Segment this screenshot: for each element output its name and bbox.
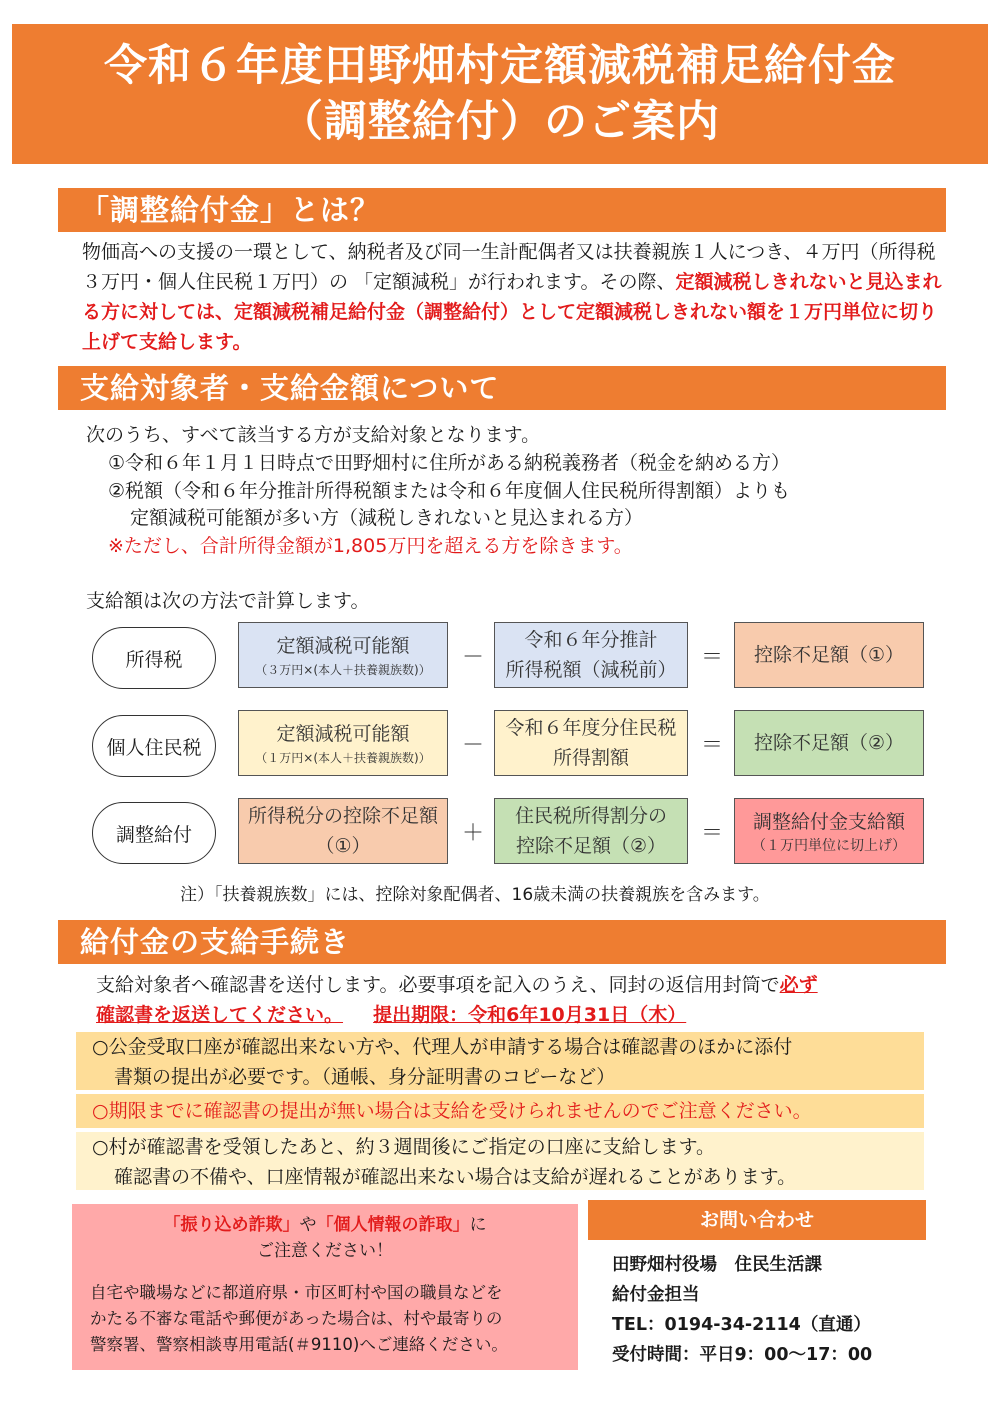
fraud-term-1: 「振り込め詐欺」 xyxy=(163,1215,300,1235)
procedure-intro xyxy=(96,970,956,1000)
fraud-term-2: 「個人情報の詐取」 xyxy=(316,1215,470,1235)
calc-box-estimated-income-tax xyxy=(494,622,688,688)
note-line: 確認書の不備や、口座情報が確認出来ない場合は支給が遅れることがあります。 xyxy=(114,1166,797,1188)
box-main: 定額減税可能額 xyxy=(276,723,410,745)
eligibility-exclusion-note: ※ただし、合計所得金額が1,805万円を超える方を除きます。 xyxy=(108,535,633,557)
calc-box-adjustment-amount xyxy=(734,798,924,864)
equals-operator: ＝ xyxy=(700,645,723,670)
note-attachments xyxy=(76,1032,924,1090)
box-main: 控除不足額（②） xyxy=(753,732,905,754)
fraud-warning-body xyxy=(90,1280,570,1358)
contact-hours: 受付時間：平日9：00～17：00 xyxy=(612,1345,873,1365)
box-main: 令和６年度分住民税 xyxy=(505,717,677,739)
note-line: 書類の提出が必要です。（通帳、身分証明書のコピーなど） xyxy=(114,1066,616,1088)
eligibility-lead: 次のうち、すべて該当する方が支給対象となります。 xyxy=(86,424,541,446)
contact-heading: お問い合わせ xyxy=(588,1200,926,1240)
section-heading-about: 「調整給付金」とは？ xyxy=(58,188,946,232)
box-main: 令和６年分推計 xyxy=(524,629,658,651)
fraud-warning-title xyxy=(72,1212,578,1238)
box-sub: （①） xyxy=(315,835,371,857)
intro-text-red: 定額減税しきれないと見込まれる方に対しては、定額減税補足給付金（調整給付）として定額減税しきれない額を１万円単位に切り上げて支給します。 xyxy=(82,271,942,353)
procedure-intro-line2 xyxy=(96,1000,686,1030)
box-main: 定額減税可能額 xyxy=(276,635,410,657)
calc-box-resident-tax-income-levy xyxy=(494,710,688,776)
section-heading-procedure: 給付金の支給手続き xyxy=(58,920,946,964)
calc-box-shortfall-2 xyxy=(734,710,924,776)
contact-phone: TEL：0194-34-2114（直通） xyxy=(612,1315,871,1335)
box-main: 調整給付金支給額 xyxy=(752,811,905,833)
calc-box-resident-tax-deductible xyxy=(238,710,448,776)
box-sub: （１万円単位に切上げ） xyxy=(752,838,906,854)
fraud-line: 自宅や職場などに都道府県・市区町村や国の職員などを xyxy=(90,1283,503,1302)
procedure-intro-text: 支給対象者へ確認書を送付します。必要事項を記入のうえ、同封の返信用封筒で xyxy=(96,974,780,996)
page-title-line2: （調整給付）のご案内 xyxy=(280,97,720,147)
procedure-must: 必ず xyxy=(779,974,818,996)
contact-office: 田野畑村役場 住民生活課 xyxy=(612,1255,822,1275)
note-line: ○公金受取口座が確認出来ない方や、代理人が申請する場合は確認書のほかに添付 xyxy=(92,1036,793,1058)
box-main: 控除不足額（①） xyxy=(753,644,905,666)
plus-operator: ＋ xyxy=(461,821,484,846)
box-sub: 所得税額（減税前） xyxy=(505,659,677,681)
fraud-line: かたる不審な電話や郵便があった場合は、村や最寄りの xyxy=(90,1309,503,1328)
box-sub: 所得割額 xyxy=(552,747,629,769)
contact-department: 給付金担当 xyxy=(612,1285,700,1305)
fraud-line: 警察署、警察相談専用電話(＃9110)へご連絡ください。 xyxy=(90,1335,508,1354)
equals-operator: ＝ xyxy=(700,821,723,846)
procedure-return-request: 確認書を返送してください。 xyxy=(96,1004,344,1026)
fraud-warning-box xyxy=(72,1204,578,1370)
box-sub: （３万円×(本人＋扶養親族数)） xyxy=(255,663,431,677)
calc-box-income-tax-deductible xyxy=(238,622,448,688)
section-heading-eligibility: 支給対象者・支給金額について xyxy=(58,366,946,410)
calc-lead: 支給額は次の方法で計算します。 xyxy=(86,590,370,612)
calc-box-income-tax-shortfall xyxy=(238,798,448,864)
box-main: 所得税分の控除不足額 xyxy=(247,805,438,827)
intro-text: 物価高への支援の一環として、納税者及び同一生計配偶者又は扶養親族１人につき、４万円（所得税３万円・個人住民税１万円）の 「定額減税」が行われます。その際、 xyxy=(82,241,936,293)
fraud-title-end: に xyxy=(469,1215,487,1235)
contact-info xyxy=(612,1250,872,1370)
fraud-warning-subtitle: ご注意ください！ xyxy=(257,1241,393,1261)
intro-paragraph xyxy=(82,237,942,357)
calc-box-shortfall-1 xyxy=(734,622,924,688)
box-sub: （１万円×(本人＋扶養親族数)） xyxy=(255,751,431,765)
calc-row-label-income-tax: 所得税 xyxy=(92,627,216,689)
submission-deadline: 提出期限：令和6年10月31日（木） xyxy=(373,1004,687,1026)
minus-operator: － xyxy=(461,645,484,670)
box-main: 住民税所得割分の xyxy=(514,805,667,827)
page-title-line1: 令和６年度田野畑村定額減税補足給付金 xyxy=(104,41,896,91)
eligibility-item-2: ②税額（令和６年分推計所得税額または令和６年度個人住民税所得割額）よりも xyxy=(108,480,791,502)
calc-box-resident-tax-shortfall xyxy=(494,798,688,864)
equals-operator: ＝ xyxy=(700,733,723,758)
note-deadline-warning: ○期限までに確認書の提出が無い場合は支給を受けられませんのでご注意ください。 xyxy=(76,1094,924,1128)
calc-row-label-adjustment: 調整給付 xyxy=(92,802,216,864)
box-sub: 控除不足額（②） xyxy=(515,835,667,857)
eligibility-item-1: ①令和６年１月１日時点で田野畑村に住所がある納税義務者（税金を納める方） xyxy=(108,452,791,474)
fraud-connector: や xyxy=(299,1215,317,1235)
eligibility-item-2-cont: 定額減税可能額が多い方（減税しきれないと見込まれる方） xyxy=(130,507,644,529)
title-banner xyxy=(12,24,988,164)
note-payment-timing xyxy=(76,1132,924,1190)
dependents-footnote: 注）「扶養親族数」には、控除対象配偶者、16歳未満の扶養親族を含みます。 xyxy=(180,885,770,905)
note-line: ○村が確認書を受領したあと、約３週間後にご指定の口座に支給します。 xyxy=(92,1136,716,1158)
calc-row-label-resident-tax: 個人住民税 xyxy=(92,715,216,777)
minus-operator: － xyxy=(461,733,484,758)
